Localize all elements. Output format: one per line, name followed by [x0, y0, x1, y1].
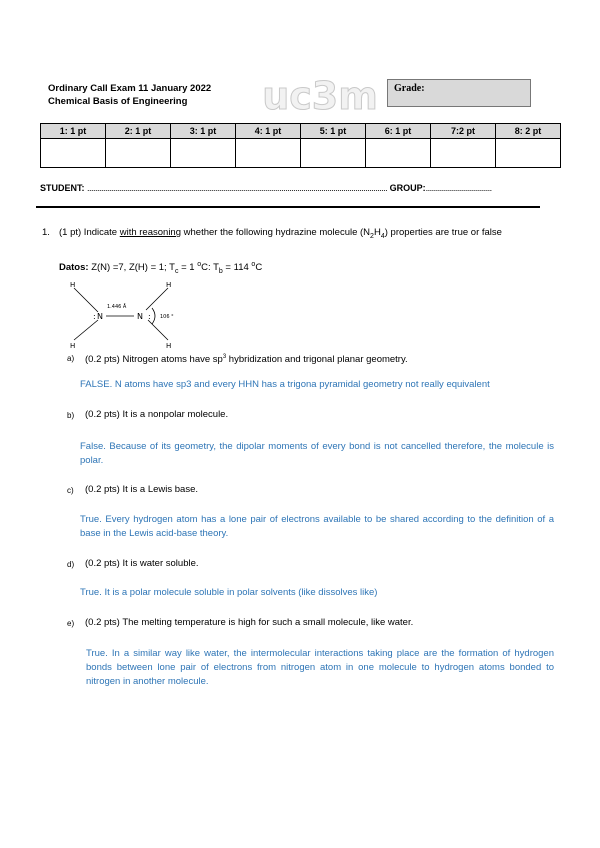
score-cell[interactable]	[496, 139, 561, 168]
exam-title: Ordinary Call Exam 11 January 2022	[48, 83, 212, 94]
score-cell[interactable]	[236, 139, 301, 168]
logo-text: uc3m	[262, 76, 378, 116]
score-header: 7:2 pt	[431, 124, 496, 139]
score-header: 1: 1 pt	[41, 124, 106, 139]
atom-h: H	[70, 281, 76, 289]
answer-c: True. Every hydrogen atom has a lone pair of electrons available to be shared according to the definition of a base in the Lewis acid-base theory.	[80, 514, 554, 539]
group-label: GROUP:	[389, 183, 426, 193]
datos-label: Datos:	[59, 262, 89, 274]
item-label: b)	[67, 411, 75, 420]
question-number: 1.	[42, 227, 50, 238]
item-question: (0.2 pts) It is a Lewis base.	[85, 484, 198, 495]
hydrazine-diagram	[60, 278, 200, 350]
item-question: (0.2 pts) It is a nonpolar molecule.	[85, 409, 229, 420]
score-header: 5: 1 pt	[301, 124, 366, 139]
student-field[interactable]: ......................................................................................................................................................	[87, 183, 388, 193]
svg-text::: :	[93, 312, 96, 321]
exam-header	[48, 82, 211, 108]
student-label: STUDENT:	[40, 183, 85, 193]
bond-length-label: 1.446 Å	[107, 304, 127, 310]
atom-h: H	[70, 342, 76, 350]
atom-n: N	[137, 312, 143, 321]
svg-text::: :	[148, 312, 151, 321]
score-cell[interactable]	[106, 139, 171, 168]
item-question: (0.2 pts) It is water soluble.	[85, 558, 199, 569]
bond-angle-label: 106 °	[160, 314, 174, 320]
score-cell[interactable]	[171, 139, 236, 168]
answer-a: FALSE. N atoms have sp3 and every HHN has a trigona pyramidal geometry not really equivalent	[80, 379, 490, 390]
item-label: c)	[67, 486, 74, 495]
question-text: (1 pt) Indicate with reasoning whether the following hydrazine molecule $(N_2H_4)$ properties are true or false	[59, 227, 502, 240]
answer-b: False. Because of its geometry, the dipolar moments of every bond is not cancelled therefore, the molecule is polar.	[80, 441, 554, 466]
answer-e: True. In a similar way like water, the intermolecular interactions taking place are the formation of hydrogen bonds between lone pair of electrons from nitrogen atom in one molecule to hydrogen atoms bonded to nitrogen in another molecule.	[86, 648, 554, 687]
student-row	[40, 183, 565, 193]
atom-h: H	[166, 281, 172, 289]
score-value-row	[41, 139, 561, 168]
score-header: 2: 1 pt	[106, 124, 171, 139]
score-table	[40, 123, 561, 168]
item-label: a)	[67, 354, 75, 363]
group-field[interactable]: .................................	[425, 183, 492, 193]
item-question: (0.2 pts) The melting temperature is high for such a small molecule, like water.	[85, 617, 414, 628]
item-label: e)	[67, 619, 75, 628]
answer-d: True. It is a polar molecule soluble in polar solvents (like dissolves like)	[80, 587, 378, 598]
score-header: 8: 2 pt	[496, 124, 561, 139]
score-header: 4: 1 pt	[236, 124, 301, 139]
given-data: Datos: Z(N) =7, Z(H) = 1; $T_c = 1$ $^o$C: $T_b = 114$ $^o$C	[59, 261, 263, 276]
score-header: 6: 1 pt	[366, 124, 431, 139]
score-cell[interactable]	[41, 139, 106, 168]
emphasis: with reasoning	[119, 227, 181, 238]
grade-box[interactable]	[387, 79, 531, 107]
score-header: 3: 1 pt	[171, 124, 236, 139]
grade-label: Grade:	[394, 83, 425, 94]
item-label: d)	[67, 560, 75, 569]
item-question: (0.2 pts) Nitrogen atoms have $sp^3$ hybridization and trigonal planar geometry.	[85, 354, 408, 366]
atom-n: N	[97, 312, 103, 321]
header-divider	[36, 206, 540, 208]
atom-h: H	[166, 342, 172, 350]
uc3m-logo	[258, 76, 383, 116]
score-cell[interactable]	[366, 139, 431, 168]
course-title: Chemical Basis of Engineering	[48, 96, 188, 107]
score-cell[interactable]	[301, 139, 366, 168]
score-header-row	[41, 124, 561, 139]
score-cell[interactable]	[431, 139, 496, 168]
